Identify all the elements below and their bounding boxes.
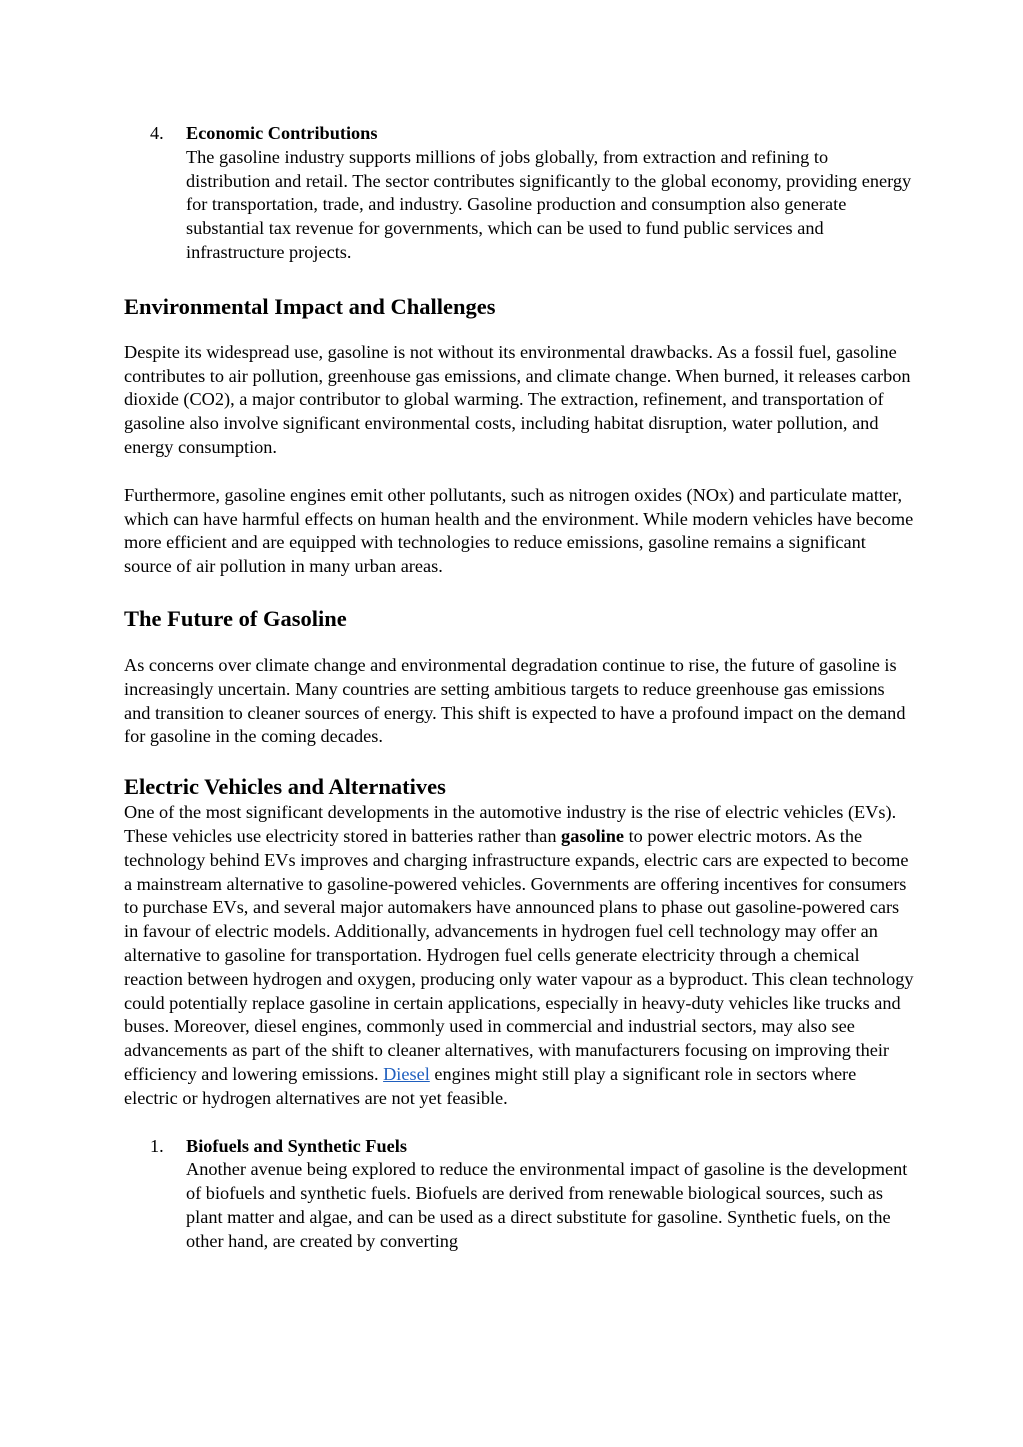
list-number: 4. bbox=[150, 123, 164, 143]
list-item-title: Economic Contributions bbox=[186, 123, 378, 143]
document-page bbox=[124, 122, 914, 1253]
list-item-biofuels bbox=[124, 1135, 914, 1254]
list-item-body: Another avenue being explored to reduce the environmental impact of gasoline is the development of biofuels and synthetic fuels. Biofuels are derived from renewable biological sources, such as plant matter and algae, and can be used as a direct substitute for gasoline. Synthetic fuels, on the other hand, are created by converting bbox=[186, 1159, 908, 1251]
paragraph-pollutants: Furthermore, gasoline engines emit other pollutants, such as nitrogen oxides (NOx) and particulate matter, which can have harmful effects on human health and the environment. While modern vehicles have become more efficient and are equipped with technologies to reduce emissions, gasoline remains a significant source of air pollution in many urban areas. bbox=[124, 484, 914, 577]
ev-text-part-1: One of the most significant developments in the automotive industry is the rise of electric vehicles (EVs). These vehicles use electricity stored in batteries rather than bbox=[124, 802, 897, 846]
ev-text-part-3: engines might still play a significant role in sectors where electric or hydrogen alternatives are not yet feasible. bbox=[124, 1063, 857, 1108]
paragraph-environmental-drawbacks: Despite its widespread use, gasoline is not without its environmental drawbacks. As a fossil fuel, gasoline contributes to air pollution, greenhouse gas emissions, and climate change. When burned, it releases carbon dioxide (CO2), a major contributor to global warming. The extraction, refinement, and transportation of gasoline also involve significant environmental costs, including habitat disruption, water pollution, and energy consumption. bbox=[124, 341, 911, 457]
list-item-body: The gasoline industry supports millions of jobs globally, from extraction and refining to distribution and retail. The sector contributes significantly to the global economy, providing energy for transportation, trade, and industry. Gasoline production and consumption also generate substantial tax revenue for governments, which can be used to fund public services and infrastructure projects. bbox=[186, 146, 912, 262]
section-heading-environmental-impact: Environmental Impact and Challenges bbox=[124, 293, 496, 319]
list-number: 1. bbox=[150, 1135, 164, 1156]
paragraph-future: As concerns over climate change and environmental degradation continue to rise, the future of gasoline is increasingly uncertain. Many countries are setting ambitious targets to reduce greenhouse gas emissions and transition to cleaner sources of energy. This shift is expected to have a profound impact on the demand for gasoline in the coming decades. bbox=[124, 654, 906, 747]
section-heading-future-of-gasoline: The Future of Gasoline bbox=[124, 605, 347, 631]
list-item-economic-contributions bbox=[124, 122, 914, 265]
list-item-title: Biofuels and Synthetic Fuels bbox=[186, 1135, 407, 1156]
ev-text-part-2: to power electric motors. As the technology behind EVs improves and charging infrastructure expands, electric cars are expected to become a mainstream alternative to gasoline-powered vehicles. Governments are offering incentives for consumers to purchase EVs, and several major automakers have announced plans to phase out gasoline-powered cars in favour of electric models. Additionally, advancements in hydrogen fuel cell technology may offer an alternative to gasoline for transportation. Hydrogen fuel cells generate electricity through a chemical reaction between hydrogen and oxygen, producing only water vapour as a byproduct. This clean technology could potentially replace gasoline in certain applications, especially in heavy-duty vehicles like trucks and buses. Moreover, diesel engines, commonly used in commercial and industrial sectors, may also see advancements as part of the shift to cleaner alternatives, with manufacturers focusing on improving their efficiency and lowering emissions. bbox=[124, 825, 914, 1084]
diesel-link[interactable]: Diesel bbox=[383, 1063, 430, 1084]
paragraph-electric-vehicles bbox=[124, 801, 914, 1110]
section-heading-electric-vehicles: Electric Vehicles and Alternatives bbox=[124, 774, 446, 800]
ev-bold-word: gasoline bbox=[561, 825, 625, 846]
